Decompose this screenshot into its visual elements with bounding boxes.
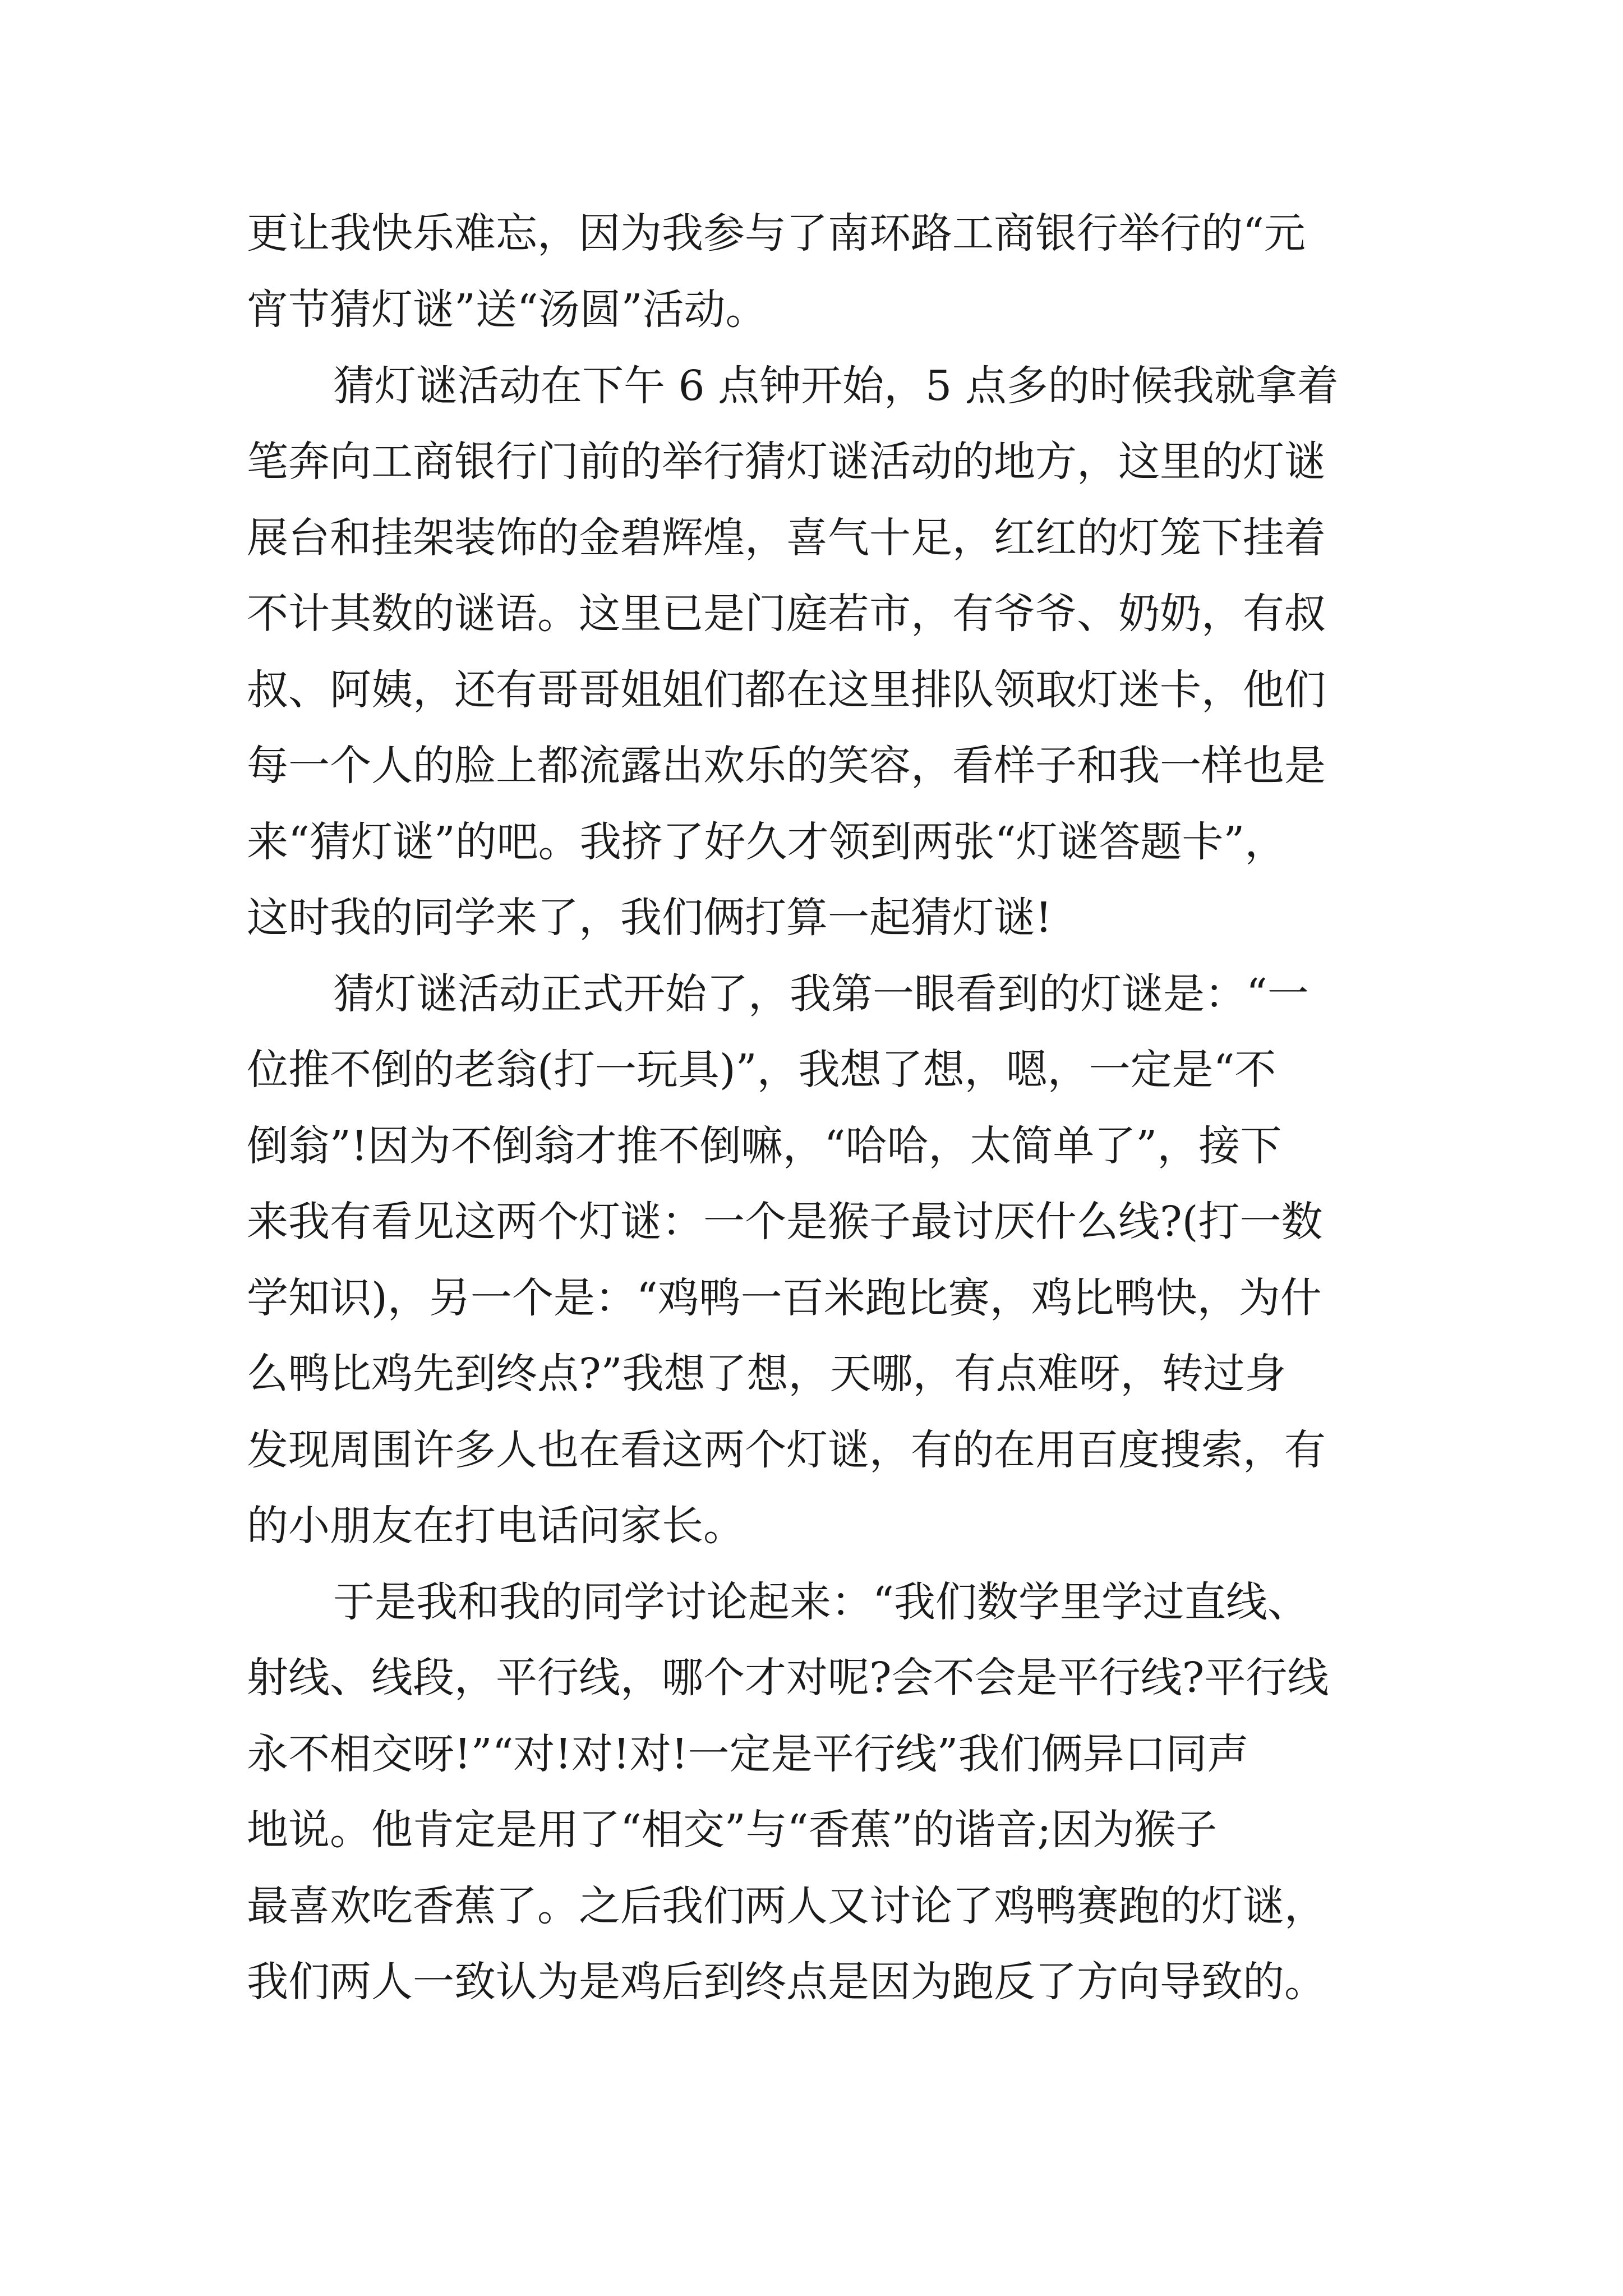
text-line: 永不相交呀!”“对!对!对!一定是平行线”我们俩异口同声	[247, 1730, 1249, 1778]
text-line: 展台和挂架装饰的金碧辉煌，喜气十足，红红的灯笼下挂着	[247, 514, 1326, 562]
text-line: 猜灯谜活动在下午 6 点钟开始，5 点多的时候我就拿着	[333, 362, 1339, 410]
text-line: 这时我的同学来了，我们俩打算一起猜灯谜!	[247, 894, 1052, 942]
text-line: 来“猜灯谜”的吧。我挤了好久才领到两张“灯谜答题卡”，	[247, 818, 1287, 866]
text-line: 宵节猜灯谜”送“汤圆”活动。	[247, 286, 767, 334]
text-line: 地说。他肯定是用了“相交”与“香蕉”的谐音;因为猴子	[247, 1806, 1218, 1854]
text-line: 来我有看见这两个灯谜：一个是猴子最讨厌什么线?(打一数	[247, 1198, 1323, 1246]
text-line: 笔奔向工商银行门前的举行猜灯谜活动的地方，这里的灯谜	[247, 438, 1326, 486]
text-line: 发现周围许多人也在看这两个灯谜，有的在用百度搜索，有	[247, 1426, 1326, 1474]
text-line: 于是我和我的同学讨论起来：“我们数学里学过直线、	[333, 1578, 1309, 1626]
text-line: 更让我快乐难忘，因为我参与了南环路工商银行举行的“元	[247, 209, 1306, 257]
text-line: 的小朋友在打电话问家长。	[247, 1502, 745, 1550]
text-line: 不计其数的谜语。这里已是门庭若市，有爷爷、奶奶，有叔	[247, 590, 1326, 638]
text-line: 我们两人一致认为是鸡后到终点是因为跑反了方向导致的。	[247, 1958, 1326, 2006]
text-line: 射线、线段，平行线，哪个才对呢?会不会是平行线?平行线	[247, 1654, 1329, 1702]
text-line: 学知识)，另一个是：“鸡鸭一百米跑比赛，鸡比鸭快，为什	[247, 1274, 1322, 1322]
text-line: 倒翁”!因为不倒翁才推不倒嘛，“哈哈，太简单了”，接下	[247, 1122, 1282, 1170]
text-line: 叔、阿姨，还有哥哥姐姐们都在这里排队领取灯迷卡，他们	[247, 666, 1326, 714]
text-line: 最喜欢吃香蕉了。之后我们两人又讨论了鸡鸭赛跑的灯谜，	[247, 1882, 1326, 1930]
text-line: 么鸭比鸡先到终点?”我想了想，天哪，有点难呀，转过身	[247, 1350, 1287, 1398]
text-line: 猜灯谜活动正式开始了，我第一眼看到的灯谜是：“一	[333, 970, 1309, 1018]
text-line: 每一个人的脸上都流露出欢乐的笑容，看样子和我一样也是	[247, 742, 1326, 790]
text-line: 位推不倒的老翁(打一玩具)”，我想了想，嗯，一定是“不	[247, 1046, 1276, 1094]
